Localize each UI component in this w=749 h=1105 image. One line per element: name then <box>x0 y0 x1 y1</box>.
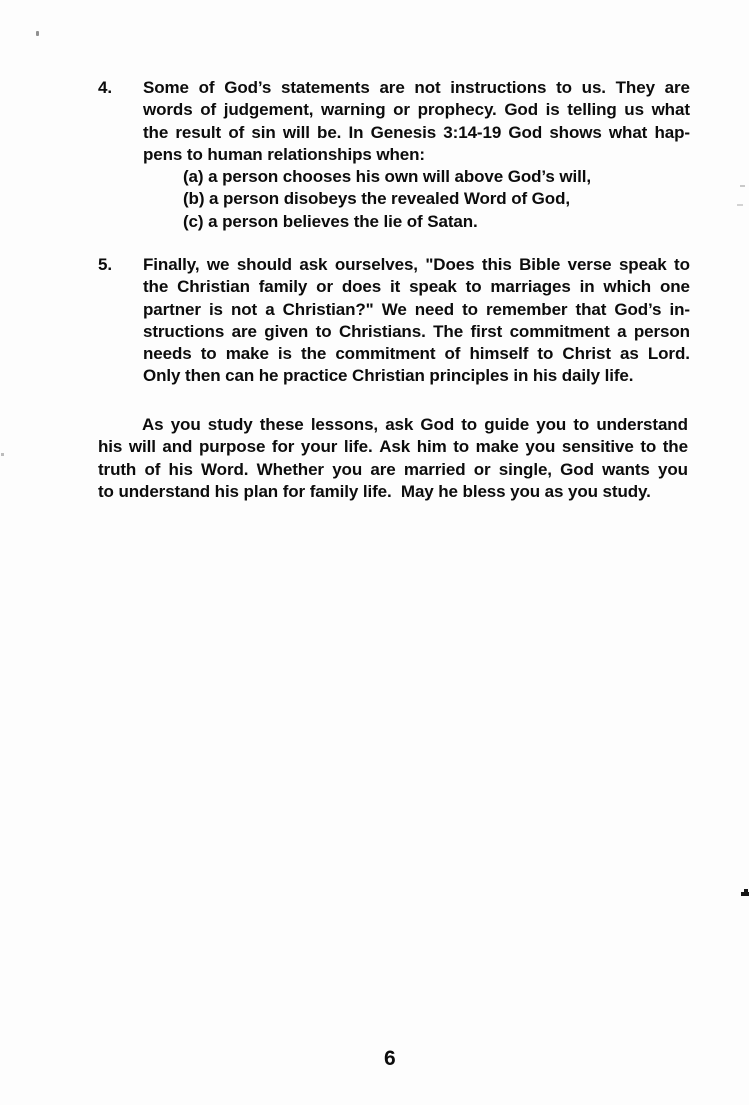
scan-artifact-speck <box>36 31 39 36</box>
text-line: Only then can he practice Christian principles in his daily life. <box>143 366 634 386</box>
item-number: 4. <box>98 78 112 97</box>
text-line: the Christian family or does it speak to marriages in which one <box>143 277 690 297</box>
item-number: 5. <box>98 255 112 274</box>
text-line: (c) a person believes the lie of Satan. <box>183 211 478 231</box>
text-line: truth of his Word. Whether you are married or single, God wants you <box>98 459 688 479</box>
page-number: 6 <box>384 1047 396 1070</box>
text-line: (b) a person disobeys the revealed Word of God, <box>183 189 570 209</box>
scan-artifact-blob <box>741 892 749 896</box>
text-line: Some of God’s statements are not instructions to us. They are <box>143 78 690 97</box>
text-line: structions are given to Christians. The first commitment a person <box>143 321 690 341</box>
text-line: needs to make is the commitment of himself to Christ as Lord. <box>143 344 690 364</box>
closing-paragraph <box>98 414 688 503</box>
text-line: the result of sin will be. In Genesis 3:14-19 God shows what hap- <box>143 122 690 142</box>
text-line: to understand his plan for family life. May he bless you as you study. <box>98 481 651 501</box>
text-line: words of judgement, warning or prophecy. God is telling us what <box>143 100 690 120</box>
numbered-item-5 <box>98 254 690 388</box>
scan-artifact-dash <box>737 204 743 206</box>
text-line: partner is not a Christian?" We need to remember that God’s in- <box>143 299 690 319</box>
text-line: his will and purpose for your life. Ask him to make you sensitive to the <box>98 437 688 457</box>
text-line: pens to human relationships when: <box>143 144 425 164</box>
text-line: Finally, we should ask ourselves, "Does this Bible verse speak to <box>143 255 690 274</box>
scan-artifact-dash <box>740 185 745 187</box>
text-line: (a) a person chooses his own will above God’s will, <box>183 167 592 187</box>
numbered-item-4 <box>98 77 690 233</box>
scan-artifact-speck <box>1 453 4 456</box>
text-line: As you study these lessons, ask God to guide you to understand <box>142 415 688 434</box>
